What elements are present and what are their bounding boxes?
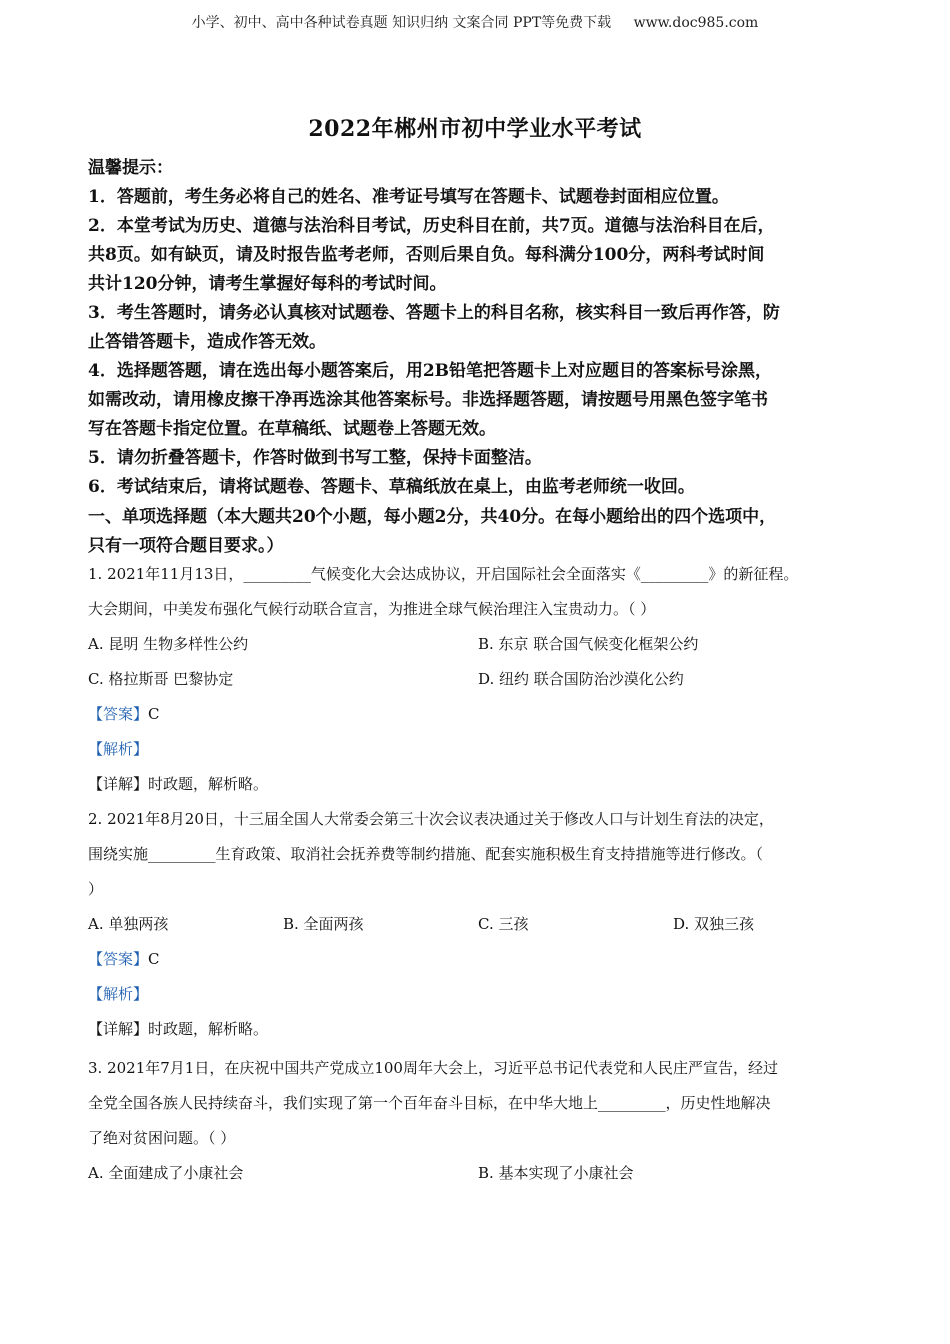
notice-line: 3．考生答题时，请务必认真核对试题卷、答题卡上的科目名称，核实科目一致后再作答，防: [88, 303, 780, 323]
question-line: 全党全国各族人民持续奋斗，我们实现了第一个百年奋斗目标，在中华大地上_________，历史性地解决: [88, 1094, 771, 1112]
question-line: 3. 2021年7月1日，在庆祝中国共产党成立100周年大会上，习近平总书记代表党和人民庄严宣告，经过: [88, 1059, 778, 1077]
option-d: D. 纽约 联合国防治沙漠化公约: [478, 670, 684, 688]
notice-line: 如需改动，请用橡皮擦干净再选涂其他答案标号。非选择题答题，请按题号用黑色签字笔书: [88, 390, 768, 410]
answer-value: C: [148, 705, 160, 723]
question-line: 围绕实施_________生育政策、取消社会抚养费等制约措施、配套实施积极生育支持措施等进行修改。（: [88, 845, 764, 863]
notice-line: 共8页。如有缺页，请及时报告监考老师，否则后果自负。每科满分100分，两科考试时间: [88, 245, 765, 265]
page-header: [0, 12, 950, 32]
options-row: [88, 907, 868, 942]
notice-block: [88, 154, 868, 502]
option-b: B. 东京 联合国气候变化框架公约: [478, 635, 699, 653]
question-2: [88, 802, 868, 1047]
question-stem: [88, 557, 868, 627]
options-row: [88, 627, 868, 662]
question-stem: [88, 802, 868, 907]
section-line: 只有一项符合题目要求。）: [88, 536, 284, 556]
question-line: ）: [88, 880, 104, 898]
section-heading: [88, 503, 868, 561]
header-text: 小学、初中、高中各种试卷真题 知识归纳 文案合同 PPT等免费下载: [191, 15, 612, 31]
answer-label: 【答案】: [88, 950, 149, 968]
option-d: D. 双独三孩: [673, 915, 755, 933]
notice-line: 共计120分钟，请考生掌握好每科的考试时间。: [88, 274, 447, 294]
notice-line: 1．答题前，考生务必将自己的姓名、准考证号填写在答题卡、试题卷封面相应位置。: [88, 187, 729, 207]
answer-value: C: [148, 950, 160, 968]
options-row: [88, 1156, 868, 1191]
option-a: A. 单独两孩: [88, 915, 169, 933]
option-b: B. 全面两孩: [283, 915, 364, 933]
notice-line: 2．本堂考试为历史、道德与法治科目考试，历史科目在前，共7页。道德与法治科目在后，: [88, 216, 775, 236]
detail-line: 【详解】时政题，解析略。: [88, 1020, 269, 1038]
answer-line: [88, 697, 868, 732]
notice-line: 止答错答题卡，造成作答无效。: [88, 332, 326, 352]
analysis-label: 【解析】: [88, 985, 149, 1003]
exam-title: 2022年郴州市初中学业水平考试: [308, 116, 642, 142]
section-line: 一、单项选择题（本大题共20个小题，每小题2分，共40分。在每小题给出的四个选项中，: [88, 507, 777, 527]
question-stem: [88, 1051, 868, 1156]
question-3: [88, 1051, 868, 1191]
option-a: A. 昆明 生物多样性公约: [88, 635, 249, 653]
options-row: [88, 662, 868, 697]
option-a: A. 全面建成了小康社会: [88, 1164, 244, 1182]
question-1: [88, 557, 868, 802]
option-b: B. 基本实现了小康社会: [478, 1164, 634, 1182]
notice-line: 写在答题卡指定位置。在草稿纸、试题卷上答题无效。: [88, 419, 496, 439]
analysis-label: 【解析】: [88, 740, 149, 758]
question-line: 了绝对贫困问题。（ ）: [88, 1129, 236, 1147]
answer-label: 【答案】: [88, 705, 149, 723]
question-line: 1. 2021年11月13日，_________气候变化大会达成协议，开启国际社会全面落实《_________》的新征程。: [88, 565, 799, 583]
question-line: 大会期间，中美发布强化气候行动联合宣言，为推进全球气候治理注入宝贵动力。（ ）: [88, 600, 656, 618]
question-line: 2. 2021年8月20日，十三届全国人大常委会第三十次会议表决通过关于修改人口与计划生育法的决定，: [88, 810, 774, 828]
notice-heading: 温馨提示：: [88, 158, 173, 178]
notice-line: 4．选择题答题，请在选出每小题答案后，用2B铅笔把答题卡上对应题目的答案标号涂黑，: [88, 361, 773, 381]
option-c: C. 格拉斯哥 巴黎协定: [88, 670, 234, 688]
header-site-link[interactable]: www.doc985.com: [633, 15, 759, 31]
option-c: C. 三孩: [478, 915, 529, 933]
answer-line: [88, 942, 868, 977]
detail-line: 【详解】时政题，解析略。: [88, 775, 269, 793]
notice-line: 6．考试结束后，请将试题卷、答题卡、草稿纸放在桌上，由监考老师统一收回。: [88, 477, 695, 497]
notice-line: 5．请勿折叠答题卡，作答时做到书写工整，保持卡面整洁。: [88, 448, 542, 468]
